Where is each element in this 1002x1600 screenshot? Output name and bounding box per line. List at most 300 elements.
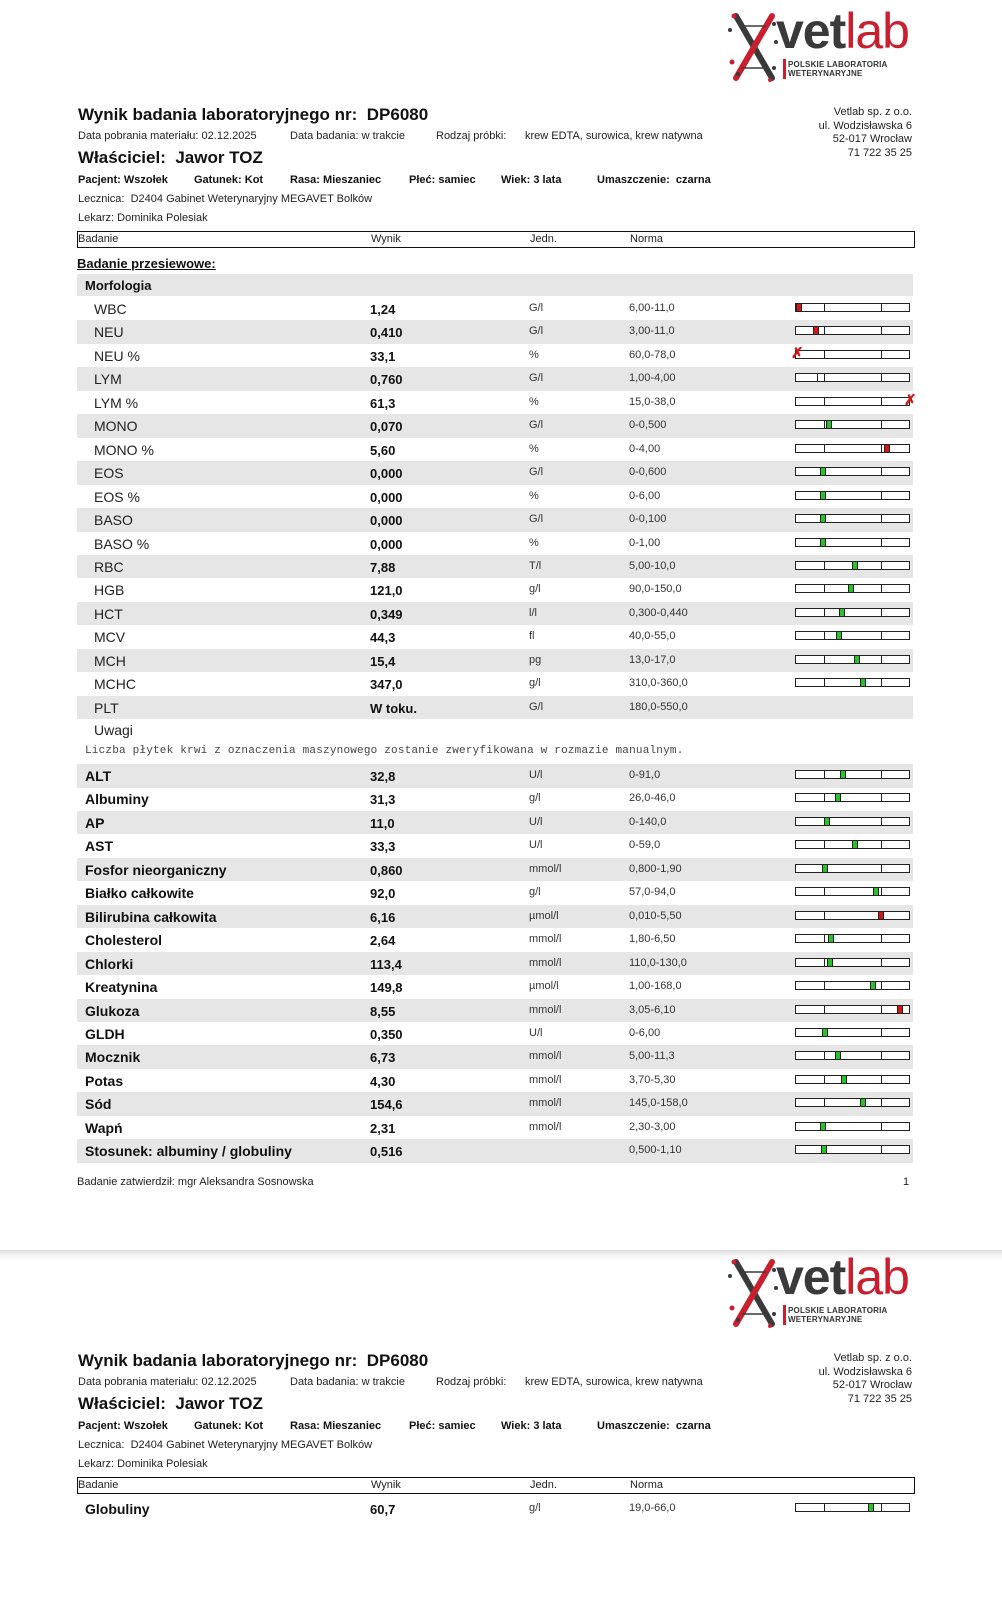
test-name: Glukoza (85, 1002, 140, 1019)
range-indicator (795, 793, 910, 802)
test-name: RBC (94, 558, 124, 575)
range-tick (824, 840, 825, 849)
test-norm: 2,30-3,00 (629, 1120, 676, 1133)
test-name: GLDH (85, 1025, 125, 1042)
table-row (77, 696, 913, 720)
test-norm: 1,00-4,00 (629, 372, 676, 385)
table-row (77, 1092, 913, 1116)
test-unit: mmol/l (529, 862, 562, 875)
test-norm: 0,010-5,50 (629, 909, 682, 922)
test-result: 60,7 (370, 1502, 396, 1517)
test-norm: 0-0,600 (629, 466, 667, 479)
table-row (77, 952, 913, 976)
test-unit: G/l (529, 419, 544, 432)
sex: Płeć: samiec (409, 1420, 476, 1432)
patient: Pacjent: Wszołek (78, 174, 168, 186)
test-name: LYM (94, 371, 122, 388)
table-row (77, 999, 913, 1023)
test-result: 0,410 (370, 325, 403, 341)
doctor: Lekarz: Dominika Polesiak (78, 1458, 208, 1470)
range-indicator (795, 655, 910, 664)
range-indicator (795, 864, 910, 873)
test-result: 33,1 (370, 348, 396, 364)
value-marker-red (897, 1005, 903, 1014)
table-row (77, 881, 913, 905)
value-marker-green (820, 514, 826, 523)
range-indicator (795, 911, 910, 920)
test-name: Białko całkowite (85, 885, 194, 902)
range-indicator (795, 420, 910, 429)
test-name: MONO (94, 418, 138, 435)
range-tick (824, 655, 825, 664)
test-unit: g/l (529, 677, 541, 690)
range-tick (881, 655, 882, 664)
test-unit: µmol/l (529, 909, 559, 922)
test-result: 11,0 (370, 815, 395, 831)
test-name: Chlorki (85, 955, 134, 972)
test-norm: 0-59,0 (629, 839, 661, 852)
column-norm: Norma (630, 233, 664, 245)
range-tick (824, 397, 825, 406)
value-marker-green (822, 1028, 828, 1037)
test-norm: 57,0-94,0 (629, 886, 676, 899)
test-norm: 0-6,00 (629, 1026, 661, 1039)
test-norm: 0,500-1,10 (629, 1144, 682, 1157)
range-tick (824, 958, 825, 967)
table-row (77, 905, 913, 929)
test-unit: fl (529, 630, 535, 643)
table-row (77, 764, 913, 788)
test-name: Potas (85, 1072, 124, 1089)
test-result: 2,64 (370, 933, 396, 949)
range-tick (881, 770, 882, 779)
test-norm: 310,0-360,0 (629, 677, 688, 690)
range-tick (881, 887, 882, 896)
table-header (77, 1477, 915, 1494)
range-tick (881, 538, 882, 547)
test-unit: U/l (529, 769, 543, 781)
range-tick (881, 840, 882, 849)
test-unit: U/l (529, 815, 543, 828)
value-marker-green (821, 1145, 827, 1154)
range-indicator (795, 981, 910, 990)
test-norm: 0-0,100 (629, 513, 667, 526)
page-number: 1 (903, 1176, 910, 1188)
range-tick (824, 1051, 825, 1060)
test-unit: % (529, 489, 539, 502)
test-result: 4,30 (370, 1073, 396, 1089)
table-row (77, 975, 913, 999)
value-marker-green (828, 934, 834, 943)
table-row (77, 928, 913, 952)
table-row (77, 1116, 913, 1140)
table-row (77, 1022, 913, 1046)
section-title: Badanie przesiewowe: (77, 256, 216, 271)
range-tick (824, 981, 825, 990)
test-result: 0,000 (370, 489, 403, 505)
test-result: 0,000 (370, 466, 403, 482)
sample-type: krew EDTA, surowica, krew natywna (525, 1376, 703, 1388)
test-norm: 1,00-168,0 (629, 980, 682, 993)
test-unit: g/l (529, 583, 541, 596)
value-marker-green (839, 608, 845, 617)
range-tick (824, 770, 825, 779)
range-indicator (795, 303, 910, 312)
table-row (77, 1069, 913, 1093)
table-row (77, 578, 913, 602)
range-tick (824, 1005, 825, 1014)
range-tick (881, 1098, 882, 1107)
test-unit: U/l (529, 839, 543, 852)
test-name: MCV (94, 629, 126, 646)
test-name: EOS % (94, 488, 140, 505)
test-result: 0,070 (370, 419, 403, 435)
value-marker-green (820, 491, 826, 500)
value-marker-green (820, 467, 826, 476)
test-name: Wapń (85, 1119, 123, 1136)
column-result: Wynik (371, 233, 401, 245)
range-tick (881, 1051, 882, 1060)
test-norm: 0-1,00 (629, 536, 661, 549)
test-unit: mmol/l (529, 1003, 562, 1016)
test-norm: 0,300-0,440 (629, 606, 688, 619)
range-tick (881, 397, 882, 406)
test-unit: mmol/l (529, 956, 562, 969)
test-unit: mmol/l (529, 1097, 562, 1110)
range-indicator (795, 538, 910, 547)
test-unit: % (529, 442, 539, 455)
breed: Rasa: Mieszaniec (290, 174, 382, 186)
test-norm: 5,00-11,3 (629, 1050, 675, 1063)
column-result: Wynik (371, 1479, 401, 1491)
value-marker-green (835, 793, 841, 802)
range-tick (881, 1503, 882, 1512)
value-marker-red (813, 326, 819, 335)
range-tick (881, 350, 882, 359)
test-name: Sód (85, 1096, 112, 1113)
test-norm: 0-140,0 (629, 815, 667, 828)
test-unit: µmol/l (529, 980, 559, 993)
test-name: MONO % (94, 441, 154, 458)
clinic: Lecznica: D2404 Gabinet Weterynaryjny MEGAVET Bolków (78, 193, 373, 205)
test-name: EOS (94, 465, 124, 482)
test-name: BASO (94, 512, 133, 529)
range-tick (881, 981, 882, 990)
test-unit: G/l (529, 302, 544, 314)
sample-type-label: Rodzaj próbki: (436, 1376, 507, 1388)
range-tick (824, 934, 825, 943)
value-marker-line (817, 373, 818, 382)
table-row (77, 438, 913, 462)
range-tick (824, 561, 825, 570)
test-unit: G/l (529, 700, 544, 713)
value-marker-green (820, 1122, 826, 1131)
company-address: Vetlab sp. z o.o. ul. Wodzisławska 6 52-017 Wrocław 71 722 35 25 (818, 1352, 912, 1405)
table-row (77, 649, 913, 673)
value-marker-green (854, 655, 860, 664)
range-indicator (795, 1005, 910, 1014)
test-norm: 1,80-6,50 (629, 933, 676, 946)
range-tick (881, 817, 882, 826)
test-unit: mmol/l (529, 1050, 562, 1063)
value-marker-green (835, 1051, 841, 1060)
test-norm: 15,0-38,0 (629, 395, 676, 408)
test-result: 113,4 (370, 956, 402, 972)
value-marker-green (836, 631, 842, 640)
test-norm: 0-4,00 (629, 442, 661, 455)
table-row (77, 485, 913, 509)
range-indicator (795, 561, 910, 570)
approved-by: Badanie zatwierdził: mgr Aleksandra Sosnowska (77, 1176, 314, 1188)
test-result: 0,349 (370, 606, 403, 622)
range-tick (824, 631, 825, 640)
dna-helix-icon (728, 12, 780, 82)
patient: Pacjent: Wszołek (78, 1420, 168, 1432)
sample-type-label: Rodzaj próbki: (436, 130, 507, 142)
test-unit: % (529, 348, 539, 361)
test-result: 33,3 (370, 839, 396, 855)
test-name: Globuliny (85, 1501, 150, 1517)
range-tick (881, 514, 882, 523)
breed: Rasa: Mieszaniec (290, 1420, 382, 1432)
table-row (77, 1139, 913, 1163)
range-tick (881, 608, 882, 617)
logo-red-bar (783, 1305, 786, 1325)
range-tick (881, 584, 882, 593)
range-indicator (795, 817, 910, 826)
test-name: MCH (94, 652, 126, 669)
range-tick (824, 326, 825, 335)
test-result: 0,000 (370, 536, 403, 552)
company-address: Vetlab sp. z o.o. ul. Wodzisławska 6 52-017 Wrocław 71 722 35 25 (818, 106, 912, 159)
test-norm: 145,0-158,0 (629, 1097, 688, 1110)
test-name: AP (85, 814, 105, 831)
test-name: AST (85, 838, 113, 855)
test-unit: l/l (529, 606, 537, 619)
table-row (77, 414, 913, 438)
range-tick (824, 911, 825, 920)
table-row (77, 391, 917, 415)
table-row (77, 787, 913, 811)
value-marker-green (852, 840, 858, 849)
test-result: 121,0 (370, 583, 403, 599)
range-tick (881, 561, 882, 570)
test-result: 6,16 (370, 909, 396, 925)
table-row (77, 297, 913, 321)
value-marker-green (822, 864, 828, 873)
range-indicator (795, 514, 910, 523)
table-row (77, 834, 913, 858)
coat: Umaszczenie: czarna (597, 1420, 711, 1432)
test-name: HCT (94, 605, 123, 622)
range-tick (881, 420, 882, 429)
range-tick (824, 444, 825, 453)
test-result: 0,860 (370, 862, 403, 878)
species: Gatunek: Kot (194, 1420, 264, 1432)
value-marker-green (826, 420, 832, 429)
test-result: 0,000 (370, 513, 403, 529)
range-tick (881, 958, 882, 967)
range-tick (881, 793, 882, 802)
range-tick (881, 467, 882, 476)
range-indicator (795, 1122, 910, 1131)
test-result: 149,8 (370, 980, 403, 996)
value-marker-green (820, 538, 826, 547)
test-name: NEU % (94, 347, 140, 364)
test-result: 154,6 (370, 1097, 403, 1113)
value-marker-green (868, 1503, 874, 1512)
report-page-2 (0, 1249, 1002, 1600)
test-norm: 3,70-5,30 (629, 1073, 676, 1086)
test-result: 5,60 (370, 442, 396, 458)
value-marker-green (840, 770, 846, 779)
note-text: Liczba płytek krwi z oznaczenia maszynowego zostanie zweryfikowana w rozmazie manualnym. (85, 745, 684, 757)
table-row (77, 811, 913, 835)
range-indicator (795, 770, 910, 779)
test-name: ALT (85, 768, 112, 784)
range-tick (824, 793, 825, 802)
test-result: 6,73 (370, 1050, 396, 1066)
range-tick (881, 491, 882, 500)
doctor: Lekarz: Dominika Polesiak (78, 212, 208, 224)
test-norm: 3,00-11,0 (629, 325, 675, 338)
range-indicator (795, 934, 910, 943)
sex: Płeć: samiec (409, 174, 476, 186)
owner: Właściciel: Jawor TOZ (78, 1394, 263, 1413)
value-marker-green (860, 1098, 866, 1107)
table-header (77, 231, 915, 248)
vetlab-logo (728, 3, 914, 88)
test-unit: G/l (529, 325, 544, 338)
value-marker-green (824, 817, 830, 826)
range-tick (824, 608, 825, 617)
test-unit: g/l (529, 886, 541, 899)
range-indicator (795, 444, 910, 453)
table-row (77, 1497, 913, 1521)
test-result: W toku. (370, 700, 417, 716)
value-marker-green (848, 584, 854, 593)
table-row (77, 858, 913, 882)
group-morfologia: Morfologia (77, 274, 913, 296)
value-marker-green (870, 981, 876, 990)
test-norm: 180,0-550,0 (629, 700, 688, 713)
test-norm: 40,0-55,0 (629, 630, 676, 643)
value-marker-green (827, 958, 833, 967)
range-tick (824, 887, 825, 896)
range-tick (824, 678, 825, 687)
test-norm: 90,0-150,0 (629, 583, 682, 596)
range-indicator (795, 584, 910, 593)
range-tick (881, 1075, 882, 1084)
test-result: 31,3 (370, 792, 396, 808)
table-row (77, 602, 913, 626)
report-title: Wynik badania laboratoryjnego nr: DP6080 (78, 1351, 429, 1370)
range-tick (881, 631, 882, 640)
range-tick (881, 864, 882, 873)
test-unit: mmol/l (529, 1073, 562, 1086)
dna-helix-icon (728, 1258, 780, 1328)
column-unit: Jedn. (530, 1479, 557, 1491)
test-result: 7,88 (370, 559, 396, 575)
range-tick (824, 584, 825, 593)
age: Wiek: 3 lata (501, 1420, 562, 1432)
test-norm: 13,0-17,0 (629, 653, 676, 666)
test-unit: g/l (529, 1502, 541, 1514)
range-indicator (795, 1098, 910, 1107)
column-test: Badanie (78, 233, 119, 245)
test-result: 61,3 (370, 395, 396, 411)
value-marker-green (841, 1075, 847, 1084)
test-unit: T/l (529, 559, 542, 572)
test-result: 15,4 (370, 653, 396, 669)
test-norm: 5,00-10,0 (629, 559, 676, 572)
range-tick (881, 373, 882, 382)
value-marker-red (796, 303, 802, 312)
test-name: NEU (94, 324, 124, 341)
test-result: 0,516 (370, 1144, 403, 1160)
table-row (77, 625, 913, 649)
test-norm: 6,00-11,0 (629, 302, 675, 314)
test-result: 0,760 (370, 372, 403, 388)
range-indicator (795, 491, 910, 500)
test-name: HGB (94, 582, 125, 599)
test-name: Stosunek: albuminy / globuliny (85, 1143, 292, 1160)
range-indicator (795, 1075, 910, 1084)
value-marker-red (884, 444, 890, 453)
range-indicator (791, 344, 910, 362)
test-result: 1,24 (370, 302, 396, 317)
collection-date: Data pobrania materiału: 02.12.2025 (78, 130, 257, 142)
test-name: Bilirubina całkowita (85, 908, 217, 925)
test-name: Mocznik (85, 1049, 141, 1066)
range-tick (881, 1028, 882, 1037)
range-tick (824, 1503, 825, 1512)
test-name: Fosfor nieorganiczny (85, 861, 227, 878)
range-indicator (795, 678, 910, 687)
test-date: Data badania: w trakcie (290, 1376, 405, 1388)
column-norm: Norma (630, 1479, 664, 1491)
range-indicator (795, 373, 910, 382)
sample-type: krew EDTA, surowica, krew natywna (525, 130, 703, 142)
test-norm: 0-6,00 (629, 489, 661, 502)
range-tick (881, 303, 882, 312)
test-unit: pg (529, 653, 542, 666)
logo-red-bar (783, 59, 786, 79)
range-indicator (795, 608, 910, 617)
test-norm: 3,05-6,10 (629, 1003, 676, 1016)
test-norm: 60,0-78,0 (629, 348, 676, 361)
table-row (77, 461, 913, 485)
table-row (77, 320, 913, 344)
test-unit: mmol/l (529, 1120, 562, 1133)
table-row (77, 344, 913, 368)
test-result: 347,0 (370, 677, 403, 693)
test-name: Albuminy (85, 791, 149, 808)
age: Wiek: 3 lata (501, 174, 562, 186)
coat: Umaszczenie: czarna (597, 174, 711, 186)
range-tick (824, 350, 825, 359)
test-unit: % (529, 395, 539, 408)
test-norm: 0,800-1,90 (629, 862, 682, 875)
test-name: Kreatynina (85, 979, 158, 996)
test-name: PLT (94, 699, 119, 716)
table-row (77, 555, 913, 579)
range-tick (824, 303, 825, 312)
test-unit: U/l (529, 1026, 543, 1039)
clinic: Lecznica: D2404 Gabinet Weterynaryjny MEGAVET Bolków (78, 1439, 373, 1451)
test-name: LYM % (94, 394, 139, 411)
range-indicator (795, 631, 910, 640)
